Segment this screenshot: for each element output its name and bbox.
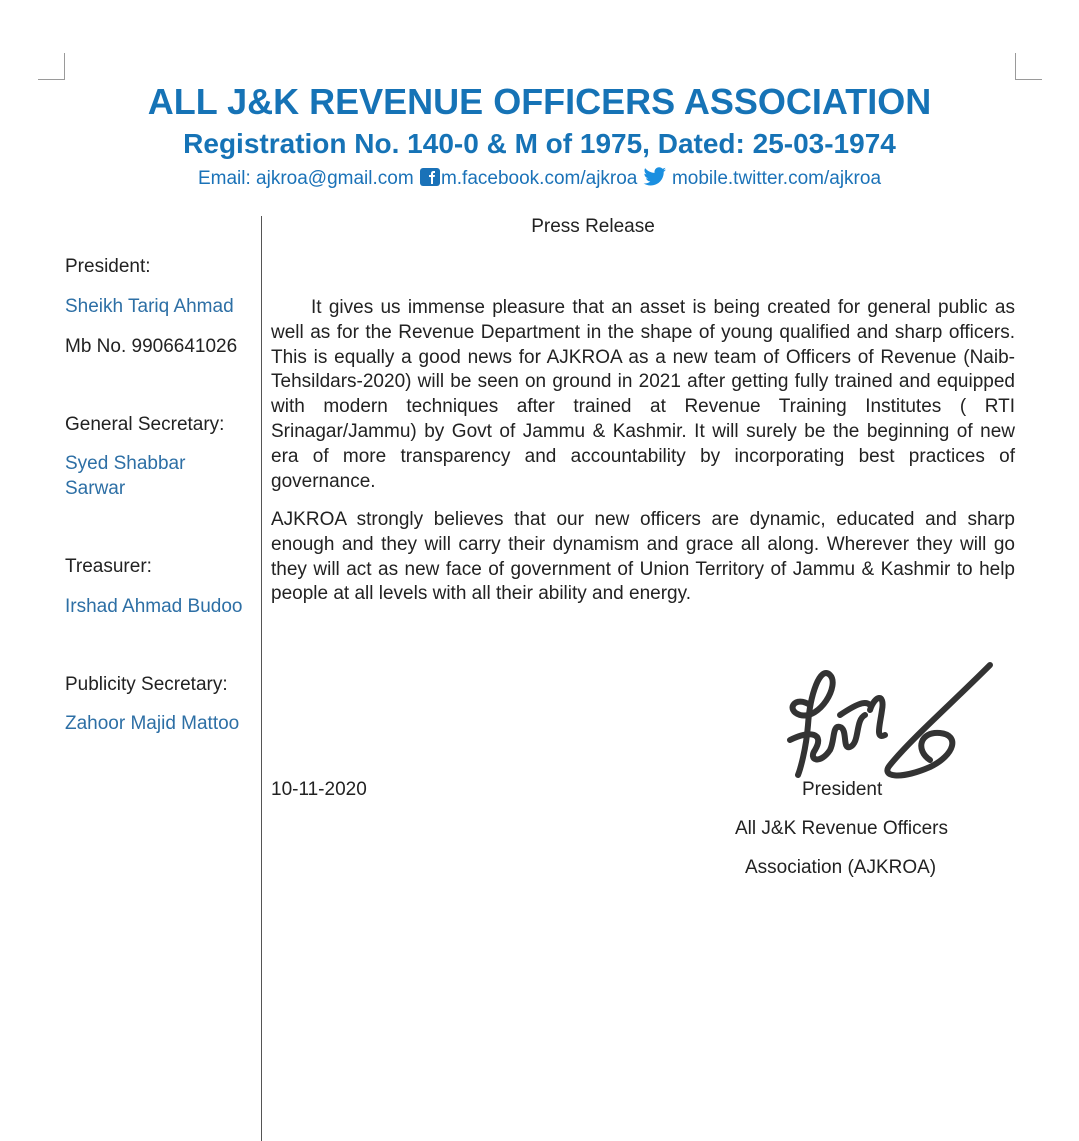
twitter-icon — [643, 167, 667, 195]
email-text: Email: ajkroa@gmail.com — [197, 168, 414, 189]
president-label: President: — [65, 256, 151, 277]
publicity-secretary-name: Zahoor Majid Mattoo — [65, 713, 240, 734]
paragraph-1: It gives us immense pleasure that an asset is being created for general public as well as for the Revenue Department in the shape of young qualified and sharp officers. This is equally a good news for AJKROA as a new team of Officers of Revenue (Naib-Tehsildars-2020) will be seen on ground in 2021 after getting fully trained and equipped with modern techniques after trained at Revenue Training Institutes ( RTI Srinagar/Jammu) by Govt of Jammu & Kashmir. It will surely be the beginning of new era of more transparency and accountability by incorporating best practices of governance. — [271, 297, 1015, 492]
president-name: Sheikh Tariq Ahmad — [65, 296, 234, 317]
president-signature — [770, 655, 1000, 790]
contact-line — [0, 166, 1079, 195]
publicity-secretary-label: Publicity Secretary: — [65, 674, 228, 695]
registration-line: Registration No. 140-0 & M of 1975, Dated: 25-03-1974 — [183, 128, 896, 159]
letterhead — [0, 78, 1079, 195]
page-corner-mark-right — [1015, 53, 1042, 80]
paragraph-2: AJKROA strongly believes that our new officers are dynamic, educated and sharp enough and they will carry their dynamism and grace all along. Wherever they will go they will act as new face of government of Union Territory of Jammu & Kashmir to help people at all levels with all their ability and energy. — [271, 509, 1015, 605]
general-secretary-name-line1: Syed Shabbar — [65, 453, 186, 474]
organization-line-2: Association (AJKROA) — [745, 857, 937, 878]
president-mobile: Mb No. 9906641026 — [65, 336, 238, 357]
facebook-link[interactable]: m.facebook.com/ajkroa — [440, 168, 638, 189]
sidebar-divider — [261, 216, 262, 1141]
association-title: ALL J&K REVENUE OFFICERS ASSOCIATION — [147, 81, 932, 122]
page-corner-mark-left — [38, 53, 65, 80]
signatory-title: President — [802, 779, 883, 800]
facebook-icon — [419, 167, 441, 195]
treasurer-label: Treasurer: — [65, 556, 152, 577]
general-secretary-label: General Secretary: — [65, 414, 225, 435]
twitter-link[interactable]: mobile.twitter.com/ajkroa — [671, 168, 882, 189]
treasurer-name: Irshad Ahmad Budoo — [65, 596, 243, 617]
general-secretary-name-line2: Sarwar — [65, 478, 126, 499]
press-release-heading: Press Release — [531, 216, 655, 237]
organization-line-1: All J&K Revenue Officers — [735, 818, 948, 839]
release-date: 10-11-2020 — [271, 779, 367, 800]
